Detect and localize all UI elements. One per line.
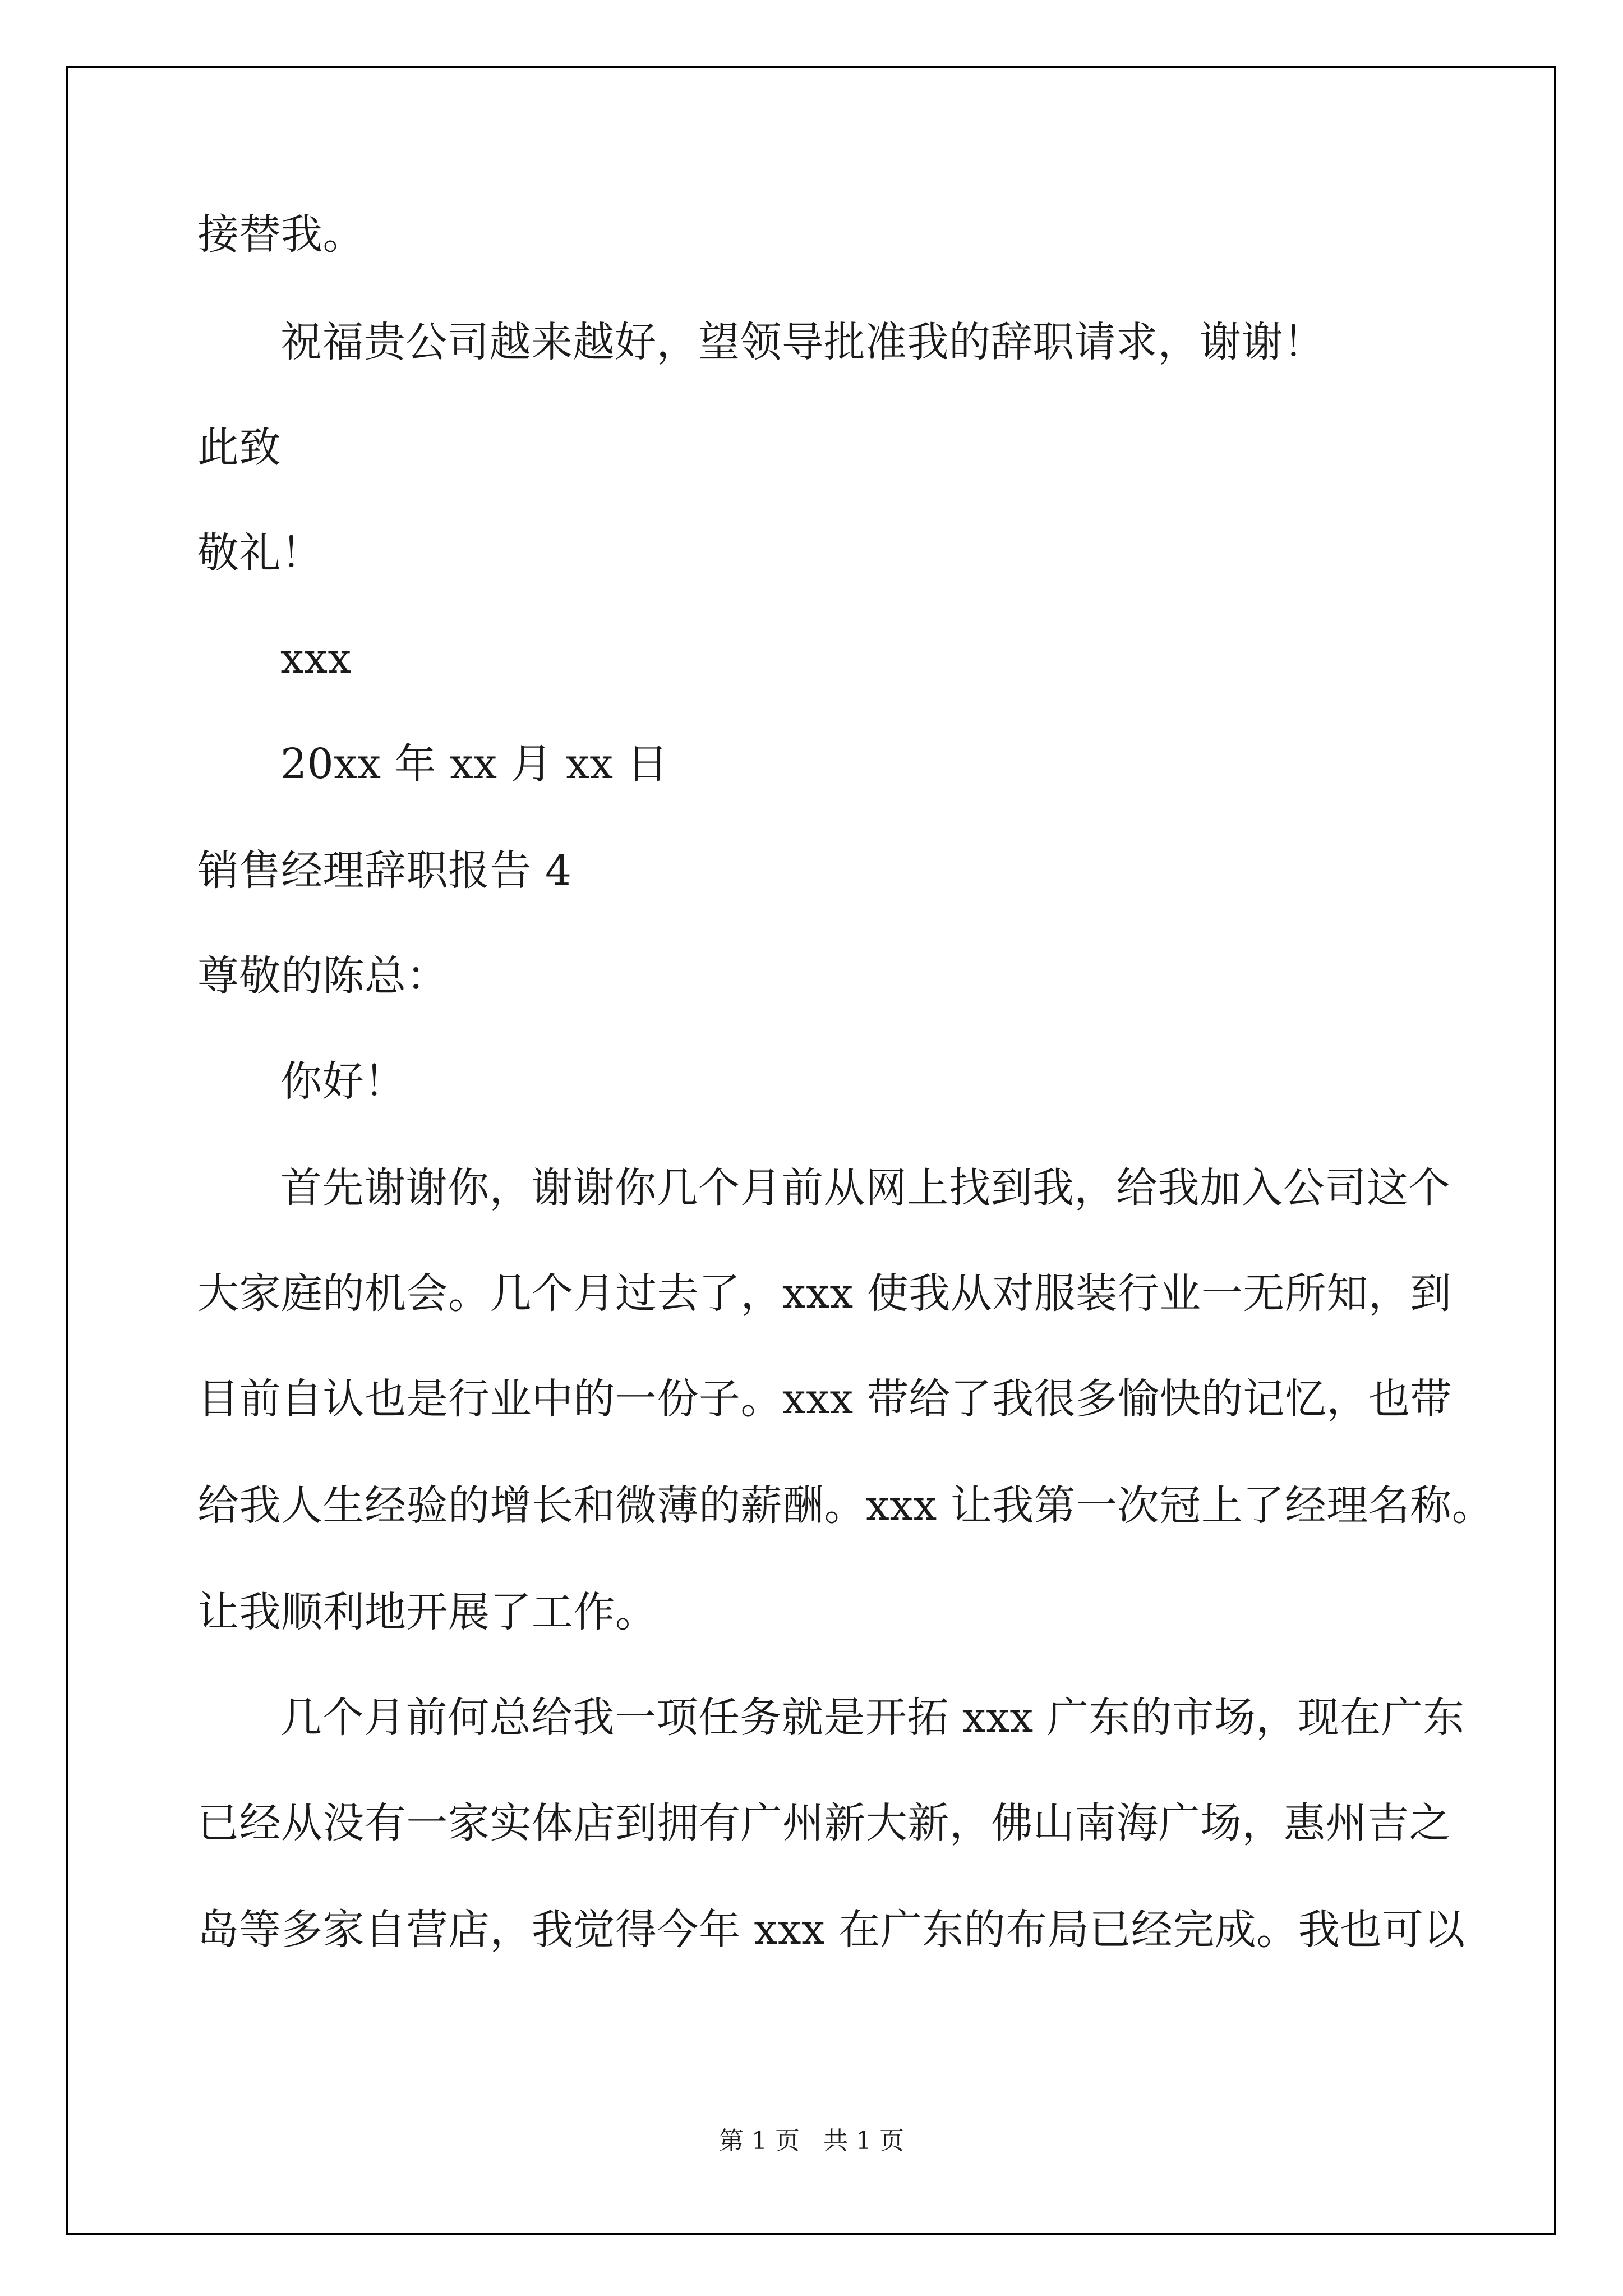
text-line: xxx [280, 634, 352, 683]
page-footer: 第 1 页 共 1 页 [719, 2127, 904, 2155]
text-line: 20xx 年 xx 月 xx 日 [280, 740, 669, 788]
text-line: 给我人生经验的增长和微薄的薪酬。xxx 让我第一次冠上了经理名称。 [197, 1481, 1494, 1530]
text-line: 让我顺利地开展了工作。 [197, 1588, 657, 1636]
text-line: 祝福贵公司越来越好，望领导批准我的辞职请求，谢谢！ [280, 318, 1325, 366]
text-line: 你好！ [280, 1057, 406, 1106]
text-line: 大家庭的机会。几个月过去了，xxx 使我从对服装行业一无所知，到 [197, 1269, 1452, 1318]
section-heading: 销售经理辞职报告 4 [197, 846, 572, 895]
text-line: 敬礼！ [197, 529, 323, 577]
text-line: 此致 [197, 424, 281, 472]
text-line: 首先谢谢你，谢谢你几个月前从网上找到我，给我加入公司这个 [280, 1164, 1450, 1212]
text-line: 接替我。 [197, 210, 365, 259]
text-line: 几个月前何总给我一项任务就是开拓 xxx 广东的市场，现在广东 [280, 1694, 1465, 1742]
text-line: 目前自认也是行业中的一份子。xxx 带给了我很多愉快的记忆，也带 [197, 1375, 1452, 1423]
text-line: 已经从没有一家实体店到拥有广州新大新，佛山南海广场，惠州吉之 [197, 1799, 1451, 1847]
text-line: 尊敬的陈总： [197, 952, 448, 1000]
text-line: 岛等多家自营店，我觉得今年 xxx 在广东的布局已经完成。我也可以 [197, 1906, 1465, 1954]
